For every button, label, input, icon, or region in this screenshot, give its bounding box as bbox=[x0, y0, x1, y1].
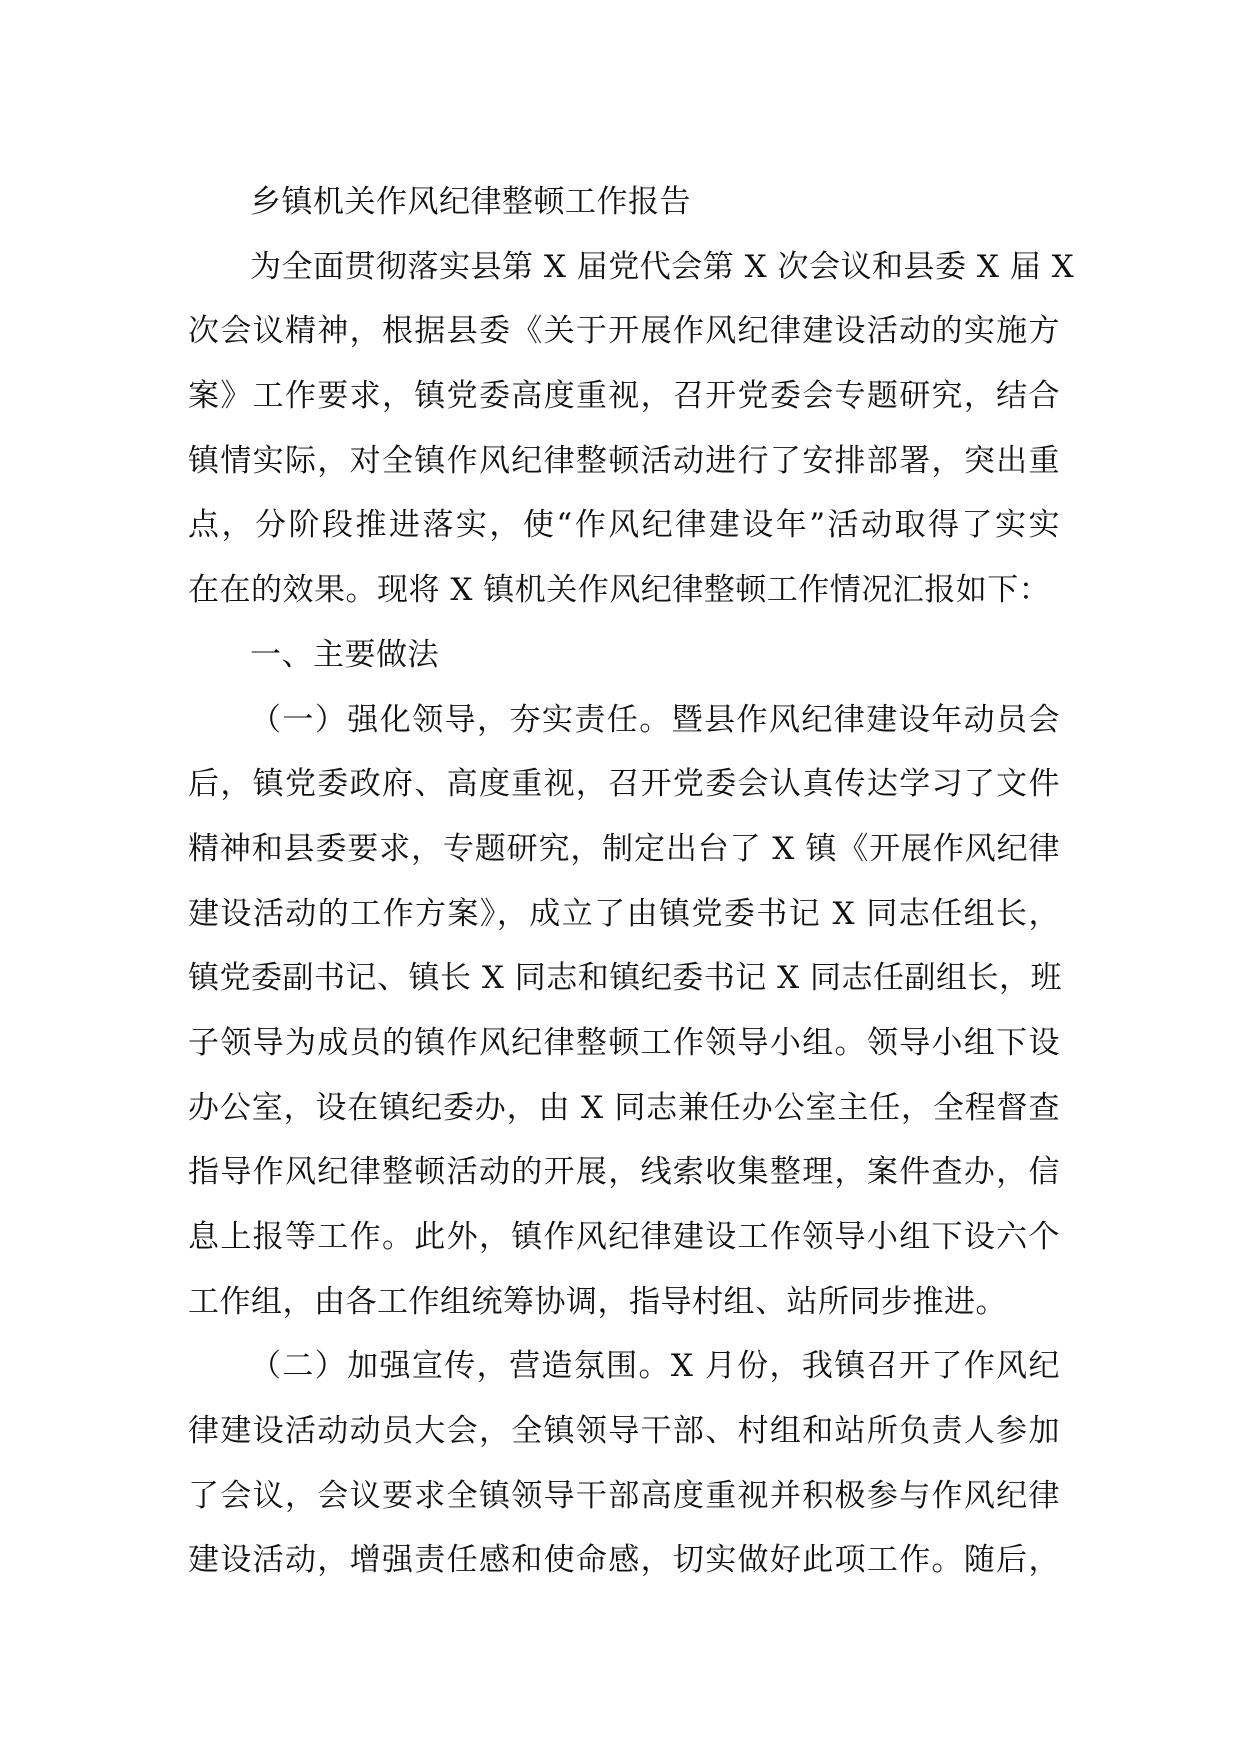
text-line: 工作组，由各工作组统筹协调，指导村组、站所同步推进。 bbox=[188, 1283, 1007, 1320]
text-line: （一）强化领导，夯实责任。暨县作风纪律建设年动员会 bbox=[250, 701, 1060, 738]
text-line: 律建设活动动员大会，全镇领导干部、村组和站所负责人参加 bbox=[188, 1413, 1060, 1450]
text-line: 息上报等工作。此外，镇作风纪律建设工作领导小组下设六个 bbox=[188, 1219, 1060, 1255]
paragraph-leadership bbox=[188, 688, 1063, 1335]
text-line: （二）加强宣传，营造氛围。X 月份，我镇召开了作风纪 bbox=[250, 1348, 1060, 1385]
text-line: 子领导为成员的镇作风纪律整顿工作领导小组。领导小组下设 bbox=[188, 1024, 1060, 1061]
text-line: 镇党委副书记、镇长 X 同志和镇纪委书记 X 同志任副组长，班 bbox=[188, 960, 1063, 997]
text-line: 案》工作要求，镇党委高度重视，召开党委会专题研究，结合 bbox=[188, 378, 1060, 415]
text-line: 后，镇党委政府、高度重视，召开党委会认真传达学习了文件 bbox=[188, 766, 1060, 803]
text-line: 精神和县委要求，专题研究，制定出台了 X 镇《开展作风纪律 bbox=[188, 830, 1060, 867]
text-line: 在在的效果。现将 X 镇机关作风纪律整顿工作情况汇报如下： bbox=[188, 572, 1051, 609]
document-title: 乡镇机关作风纪律整顿工作报告 bbox=[250, 184, 691, 220]
paragraph-publicity bbox=[188, 1334, 1060, 1593]
text-line: 次会议精神，根据县委《关于开展作风纪律建设活动的实施方 bbox=[188, 313, 1060, 350]
text-line: 了会议，会议要求全镇领导干部高度重视并积极参与作风纪律 bbox=[188, 1477, 1060, 1514]
text-line: 指导作风纪律整顿活动的开展，线索收集整理，案件查办，信 bbox=[188, 1154, 1060, 1191]
text-line: 办公室，设在镇纪委办，由 X 同志兼任办公室主任，全程督查 bbox=[188, 1089, 1060, 1126]
paragraph-intro bbox=[188, 235, 1075, 623]
text-line: 镇情实际，对全镇作风纪律整顿活动进行了安排部署，突出重 bbox=[188, 442, 1060, 479]
text-line: 建设活动，增强责任感和使命感，切实做好此项工作。随后， bbox=[188, 1542, 1060, 1579]
section-heading: 一、主要做法 bbox=[250, 636, 439, 673]
document-page bbox=[188, 170, 1075, 1593]
text-line: 建设活动的工作方案》，成立了由镇党委书记 X 同志任组长， bbox=[188, 895, 1060, 932]
text-line: 为全面贯彻落实县第 X 届党代会第 X 次会议和县委 X 届 X bbox=[250, 248, 1075, 285]
text-line: 点，分阶段推进落实，使“作风纪律建设年”活动取得了实实 bbox=[188, 507, 1060, 544]
